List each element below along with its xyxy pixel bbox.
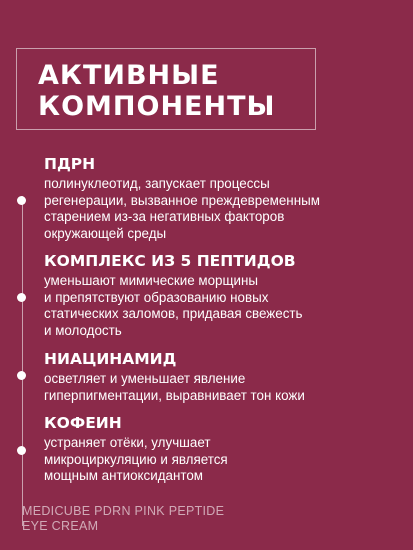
component-title: КОФЕИН xyxy=(44,414,122,432)
component-description xyxy=(44,435,404,485)
description-line: полинуклеотид, запускает процессы xyxy=(44,176,270,191)
product-name-line-2: EYE CREAM xyxy=(22,519,99,533)
description-line: устраняет отёки, улучшает xyxy=(44,435,211,450)
description-line: осветляет и уменьшает явление xyxy=(44,371,246,386)
page-title-line-2: КОМПОНЕНТЫ xyxy=(38,91,276,122)
product-name xyxy=(22,504,224,534)
component-caffeine xyxy=(44,413,404,485)
component-description xyxy=(44,371,404,404)
product-name-line-1: MEDICUBE PDRN PINK PEPTIDE xyxy=(22,504,225,518)
component-title: НИАЦИНАМИД xyxy=(44,350,177,368)
description-line: и препятствуют образованию новых xyxy=(44,289,269,305)
page-title-line-1: АКТИВНЫЕ xyxy=(38,60,220,91)
description-line: мощным антиоксидантом xyxy=(44,468,203,483)
description-line: окружающей среды xyxy=(44,225,167,241)
component-title: ПДРН xyxy=(44,155,96,173)
description-line: гиперпигментации, выравнивает тон кожи xyxy=(44,387,305,403)
component-description xyxy=(44,273,404,339)
component-niacinamide xyxy=(44,349,404,404)
component-description xyxy=(44,176,404,242)
timeline-dot-4 xyxy=(17,446,26,455)
component-peptides xyxy=(44,251,404,339)
timeline-dot-1 xyxy=(17,196,26,205)
description-line: статических заломов, придавая свежесть xyxy=(44,306,303,321)
description-line: и молодость xyxy=(44,322,122,338)
timeline-line xyxy=(22,196,23,526)
component-pdrn xyxy=(44,154,404,242)
description-line: микроциркуляцию и является xyxy=(44,451,228,467)
timeline-dot-2 xyxy=(17,293,26,302)
timeline-dot-3 xyxy=(17,371,26,380)
description-line: регенерации, вызванное преждевременным xyxy=(44,192,320,208)
description-line: старением из-за негативных факторов xyxy=(44,209,285,224)
description-line: уменьшают мимические морщины xyxy=(44,273,258,288)
component-title: КОМПЛЕКС ИЗ 5 ПЕПТИДОВ xyxy=(44,252,296,270)
